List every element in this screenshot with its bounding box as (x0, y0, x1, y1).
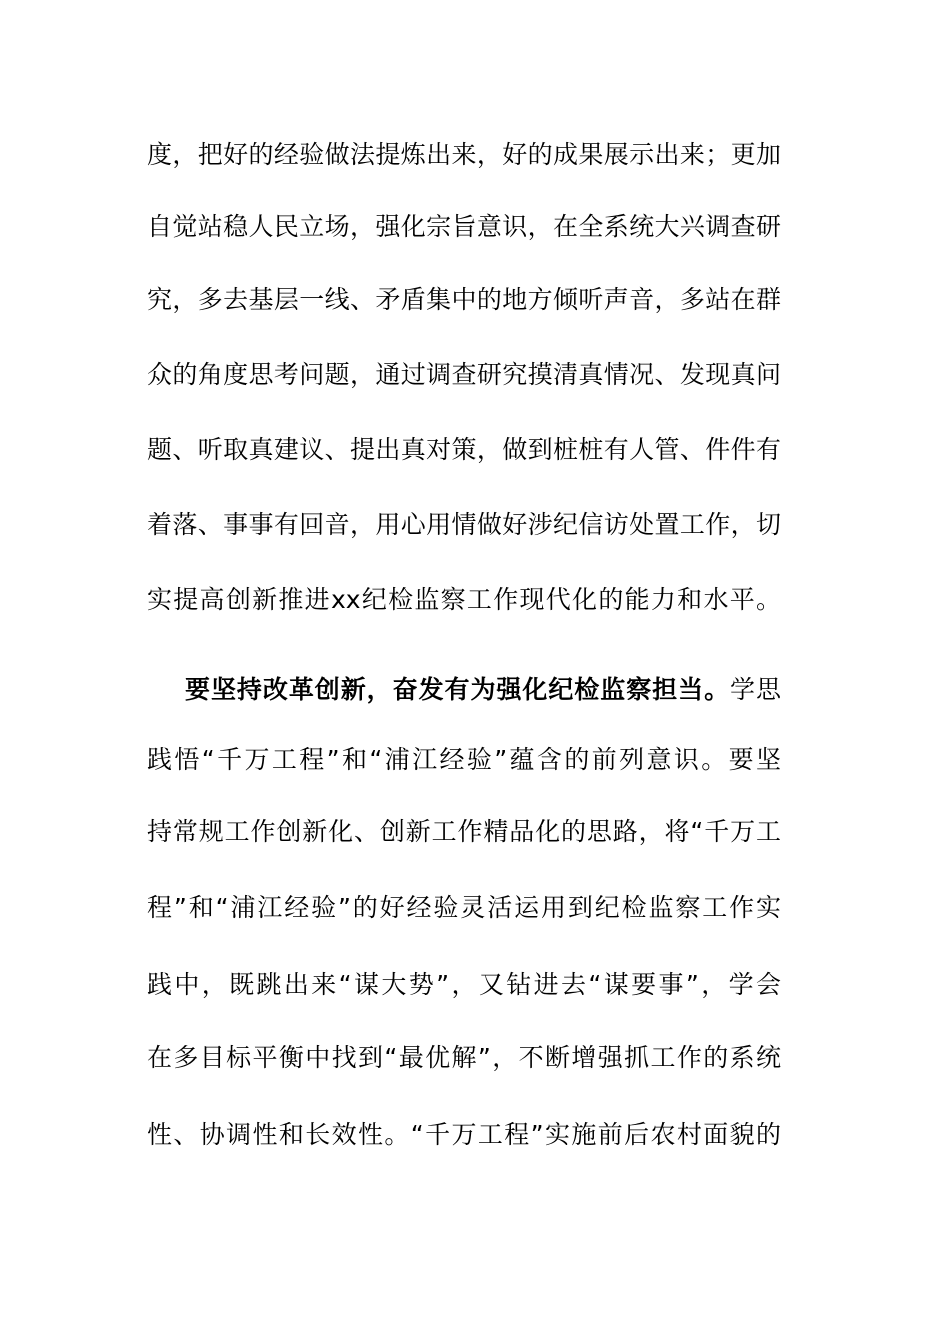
text-line: 实提高创新推进xx纪检监察工作现代化的能力和水平。 (147, 585, 781, 614)
text-line: 持常规工作创新化、创新工作精品化的思路，将“千万工 (147, 817, 781, 846)
paragraph-heading: 要坚持改革创新，奋发有为强化纪检监察担当。 (185, 675, 731, 704)
text-line: 众的角度思考问题，通过调查研究摸清真情况、发现真问 (147, 360, 781, 389)
text-line: 自觉站稳人民立场，强化宗旨意识，在全系统大兴调查研 (147, 212, 781, 241)
text-line: 践中，既跳出来“谋大势”，又钻进去“谋要事”，学会 (147, 970, 781, 999)
text-line: 究，多去基层一线、矛盾集中的地方倾听声音，多站在群 (147, 285, 781, 314)
text-line: 度，把好的经验做法提炼出来，好的成果展示出来；更加 (147, 140, 781, 169)
text-line: 程”和“浦江经验”的好经验灵活运用到纪检监察工作实 (147, 893, 781, 922)
text-line: 题、听取真建议、提出真对策，做到桩桩有人管、件件有 (147, 435, 781, 464)
text-line: 性、协调性和长效性。“千万工程”实施前后农村面貌的 (147, 1120, 781, 1149)
text-line: 着落、事事有回音，用心用情做好涉纪信访处置工作，切 (147, 510, 781, 539)
text-line: 践悟“千万工程”和“浦江经验”蕴含的前列意识。要坚 (147, 745, 781, 774)
heading-tail-text: 学思 (730, 675, 781, 704)
text-line: 在多目标平衡中找到“最优解”，不断增强抓工作的系统 (147, 1043, 781, 1072)
paragraph-heading-line (147, 673, 781, 707)
